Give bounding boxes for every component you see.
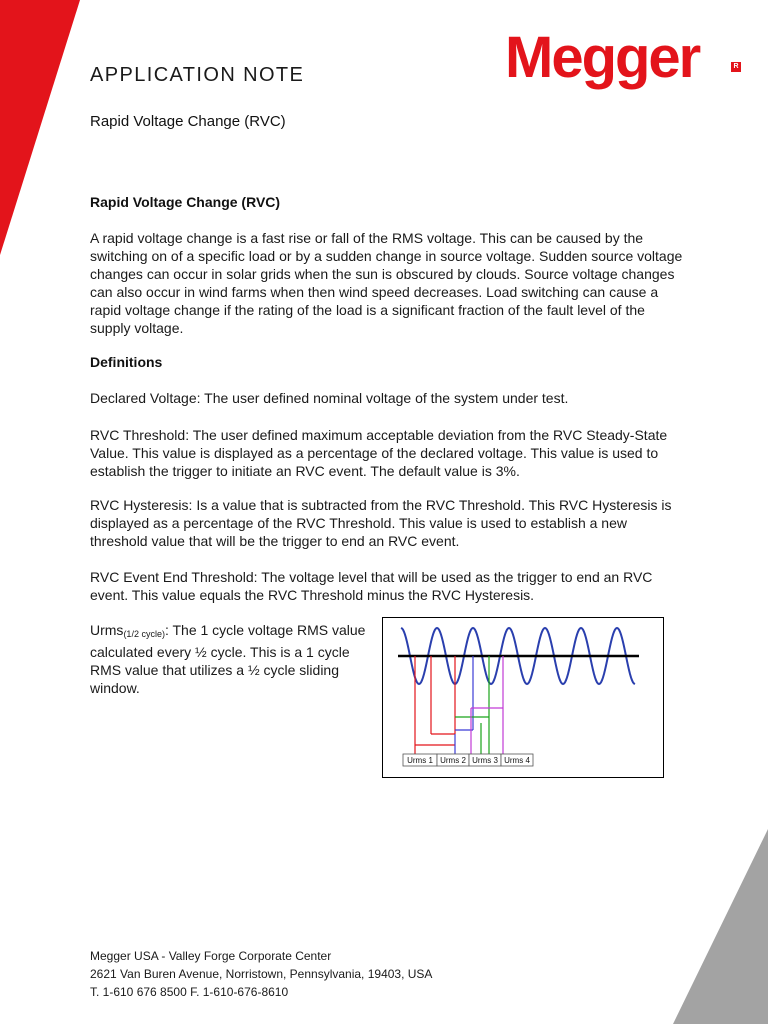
urms-label-boxes: [403, 754, 533, 766]
section-heading: Rapid Voltage Change (RVC): [90, 194, 281, 210]
megger-logo: [505, 25, 741, 90]
red-corner-triangle: [0, 0, 80, 255]
rvc-threshold-definition: RVC Threshold: The user defined maximum acceptable deviation from the RVC Steady-State Value. This value is displayed as a percentage of the declared voltage. This value is used to establish the trigger to initiate an RVC event. The default value is 3%.: [90, 427, 668, 479]
urms4-bracket: [471, 656, 503, 756]
urms-definition: [90, 621, 380, 697]
urms4-label: Urms 4: [504, 756, 530, 765]
footer-line-company: Megger USA - Valley Forge Corporate Center: [90, 949, 332, 963]
document-subtitle: Rapid Voltage Change (RVC): [90, 113, 286, 130]
urms-label: Urms: [90, 622, 124, 638]
intro-paragraph: A rapid voltage change is a fast rise or fall of the RMS voltage. This can be caused by the switching on of a specific load or by a sudden change in source voltage. Sudden source voltage changes can occur in solar grids when the sun is obscured by clouds. Source voltage changes can also occur in wind farms when then wind speed decreases. Load switching can cause a rapid voltage change if the rating of the load is a significant fraction of the fault level of the supply voltage.: [90, 230, 683, 336]
urms2-bracket: [455, 656, 473, 756]
urms3-label: Urms 3: [472, 756, 498, 765]
urms-waveform-figure: [382, 617, 664, 778]
application-note-label: APPLICATION NOTE: [90, 64, 305, 86]
urms-subscript: (1/2 cycle): [123, 629, 165, 639]
urms2-label: Urms 2: [440, 756, 466, 765]
rvc-event-end-definition: RVC Event End Threshold: The voltage level that will be used as the trigger to end an RVC event. This value equals the RVC Threshold minus the RVC Hysteresis.: [90, 569, 653, 603]
waveform-diagram: [383, 618, 663, 777]
logo-wordmark: Megger: [505, 25, 700, 90]
registered-mark-icon: R: [731, 62, 741, 72]
urms1-label: Urms 1: [407, 756, 433, 765]
declared-voltage-definition: Declared Voltage: The user defined nominal voltage of the system under test.: [90, 390, 569, 406]
footer-line-phone: T. 1-610 676 8500 F. 1-610-676-8610: [90, 985, 289, 999]
definitions-heading: Definitions: [90, 354, 163, 370]
footer-line-address: 2621 Van Buren Avenue, Norristown, Pennsylvania, 19403, USA: [90, 967, 433, 981]
footer-address: [90, 947, 432, 1001]
grey-corner-triangle: [673, 829, 768, 1024]
urms-description: : The 1 cycle voltage RMS value calculated every ½ cycle. This is a 1 cycle RMS value that utilizes a ½ cycle sliding window.: [90, 622, 366, 696]
rvc-hysteresis-definition: RVC Hysteresis: Is a value that is subtracted from the RVC Threshold. This RVC Hysteresis is displayed as a percentage of the RVC Threshold. This value is used to establish a new threshold value that will be the trigger to end an RVC event.: [90, 497, 672, 549]
